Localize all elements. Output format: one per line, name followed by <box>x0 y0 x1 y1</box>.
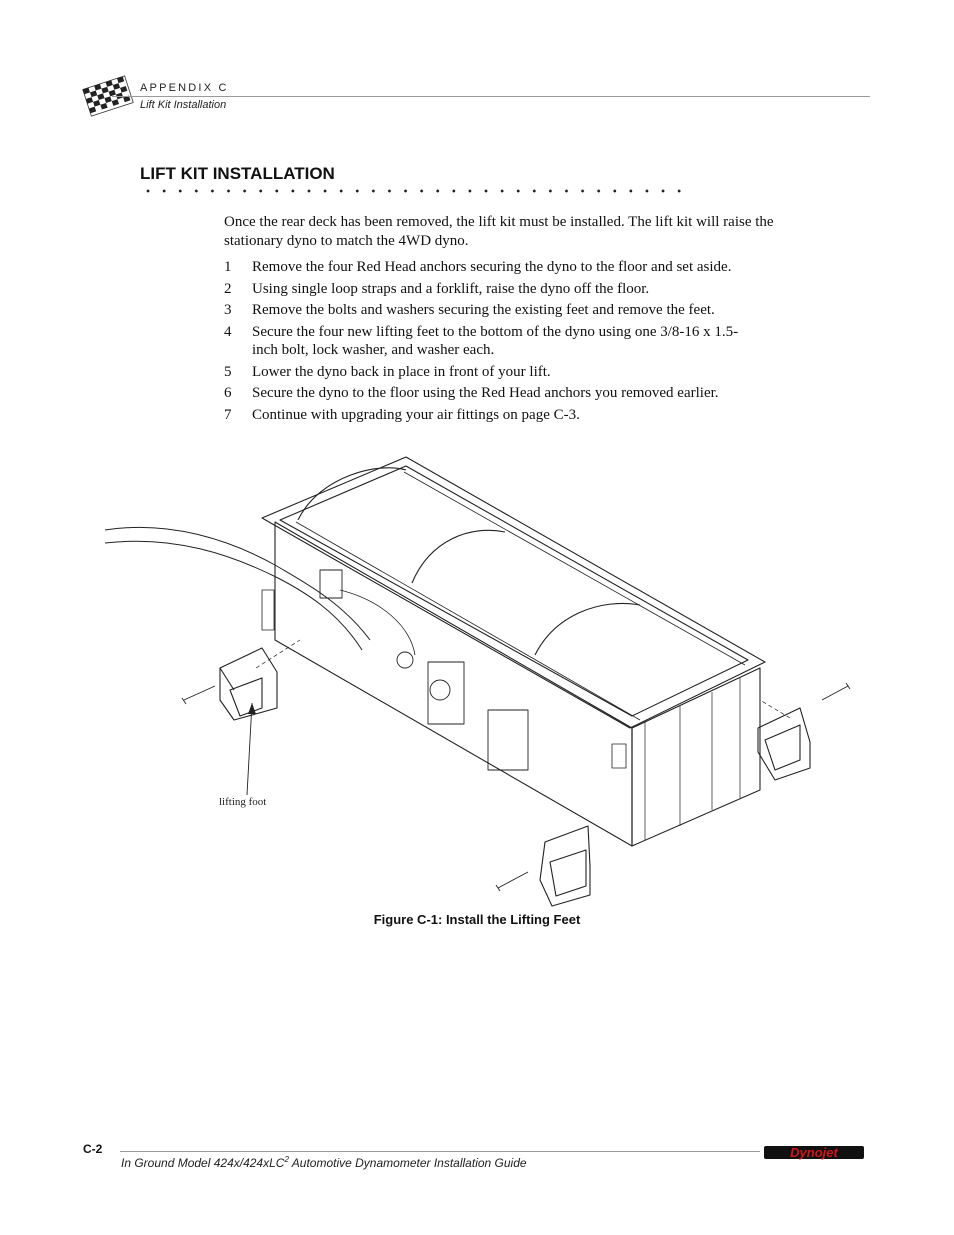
lifting-foot-right <box>758 708 810 780</box>
step-number: 3 <box>224 302 232 318</box>
step-item <box>224 280 824 299</box>
page-number: C-2 <box>83 1142 103 1156</box>
step-item <box>224 363 824 382</box>
logo-text: Dynojet <box>790 1145 838 1160</box>
lifting-foot-callout: lifting foot <box>219 796 267 808</box>
step-text: Continue with upgrading your air fittings on page C-3. <box>252 406 580 423</box>
deck-frame <box>262 457 765 728</box>
guide-title-rest: Automotive Dynamometer Installation Guide <box>288 1156 527 1170</box>
step-text: Using single loop straps and a forklift, raise the dyno off the floor. <box>252 280 650 297</box>
guide-title-main: In Ground Model 424x/424xLC <box>121 1156 285 1170</box>
appendix-label: APPENDIX C <box>140 82 229 94</box>
intro-paragraph: Once the rear deck has been removed, the lift kit must be installed. The lift kit will raise the stationary dyno to match the 4WD dyno. <box>224 214 774 249</box>
dyno-end-side <box>632 668 760 846</box>
step-number: 7 <box>224 406 232 423</box>
header-subtitle: Lift Kit Installation <box>140 99 227 111</box>
step-text: Remove the four Red Head anchors securing the dyno to the floor and set aside. <box>252 259 732 275</box>
dynojet-logo <box>762 1142 866 1162</box>
step-number: 6 <box>224 385 232 401</box>
section-title: LIFT KIT INSTALLATION <box>140 164 335 183</box>
step-item <box>224 384 824 403</box>
lifting-foot-bottom <box>540 826 590 906</box>
lifting-foot-left <box>220 648 277 720</box>
step-item <box>224 301 824 320</box>
step-item <box>224 258 824 277</box>
step-number: 4 <box>224 323 232 340</box>
step-item <box>224 406 824 425</box>
step-text: Lower the dyno back in place in front of your lift. <box>252 363 551 380</box>
figure-caption: Figure C-1: Install the Lifting Feet <box>373 912 581 927</box>
footer-rule <box>120 1151 760 1152</box>
guide-title-superscript: 2 <box>284 1155 289 1164</box>
dotted-rule <box>140 188 688 194</box>
step-number: 5 <box>224 363 232 380</box>
header-rule <box>112 96 870 97</box>
step-number: 2 <box>224 280 232 297</box>
step-item <box>224 323 752 360</box>
step-number: 1 <box>224 259 232 275</box>
step-list <box>224 258 824 424</box>
step-text: Remove the bolts and washers securing the existing feet and remove the feet. <box>252 302 715 318</box>
guide-title <box>121 1155 527 1170</box>
step-text: Secure the four new lifting feet to the bottom of the dyno using one 3/8-16 x 1.5-inch bolt, lock washer, and washer each. <box>252 323 739 358</box>
dyno-lift-diagram <box>100 440 880 910</box>
step-text: Secure the dyno to the floor using the Red Head anchors you removed earlier. <box>252 385 719 401</box>
